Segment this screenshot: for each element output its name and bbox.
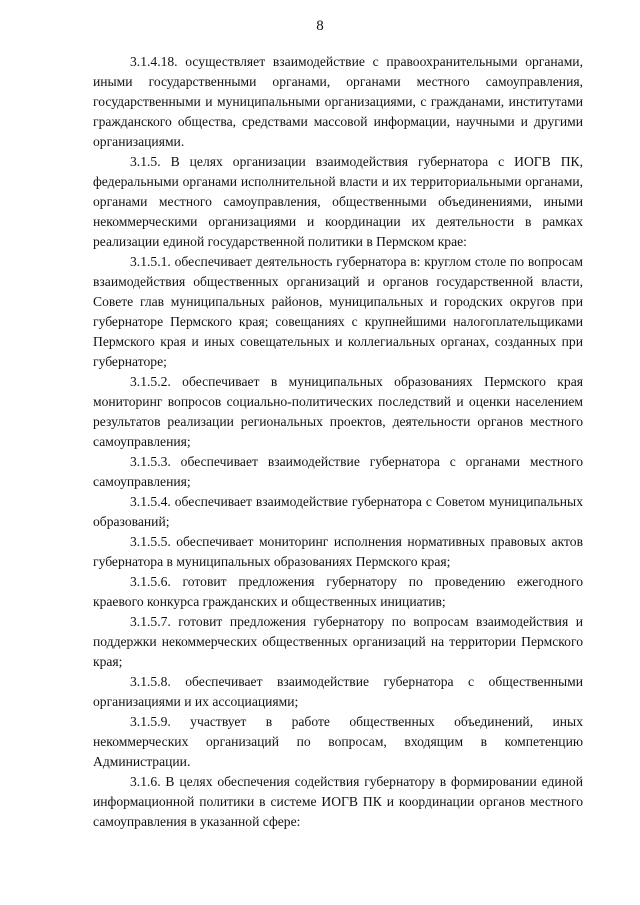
paragraph-3-1-5-8: 3.1.5.8. обеспечивает взаимодействие губернатора с общественными организациями и их ассоциациями; [93,674,583,709]
paragraph-3-1-5: 3.1.5. В целях организации взаимодействия губернатора с ИОГВ ПК, федеральными органами исполнительной власти и их территориальными органами, органами местного самоуправления, общественными объединениями, иными некоммерческими организациями и координации их деятельности в рамках реализации единой государственной политики в Пермском крае: [93,154,583,249]
paragraph-3-1-5-2: 3.1.5.2. обеспечивает в муниципальных образованиях Пермского края мониторинг вопросов социально-политических последствий и оценки населением результатов реализации региональных проектов, деятельности органов местного самоуправления; [93,374,583,449]
paragraph-3-1-6: 3.1.6. В целях обеспечения содействия губернатору в формировании единой информационной политики в системе ИОГВ ПК и координации органов местного самоуправления в указанной сфере: [93,774,583,829]
paragraph-3-1-5-3: 3.1.5.3. обеспечивает взаимодействие губернатора с органами местного самоуправления; [93,454,583,489]
paragraph-3-1-4-18: 3.1.4.18. осуществляет взаимодействие с правоохранительными органами, иными государственными органами, органами местного самоуправления, государственными и муниципальными организациями, с гражданами, институтами гражданского общества, средствами массовой информации, научными и другими организациями. [93,54,583,149]
paragraph-3-1-5-5: 3.1.5.5. обеспечивает мониторинг исполнения нормативных правовых актов губернатора в муниципальных образованиях Пермского края; [93,534,583,569]
paragraph-3-1-5-6: 3.1.5.6. готовит предложения губернатору по проведению ежегодного краевого конкурса гражданских и общественных инициатив; [93,574,583,609]
paragraph-3-1-5-4: 3.1.5.4. обеспечивает взаимодействие губернатора с Советом муниципальных образований; [93,494,583,529]
paragraph-3-1-5-1: 3.1.5.1. обеспечивает деятельность губернатора в: круглом столе по вопросам взаимодействия общественных организаций и органов государственной власти, Совете глав муниципальных районов, муниципальных и городских округов при губернаторе Пермского края; совещаниях с крупнейшими налогоплательщиками Пермского края и иных совещательных и коллегиальных органах, созданных при губернаторе; [93,254,583,369]
document-body [93,52,583,832]
paragraph-3-1-5-7: 3.1.5.7. готовит предложения губернатору по вопросам взаимодействия и поддержки некоммерческих общественных организаций на территории Пермского края; [93,614,583,669]
paragraph-3-1-5-9: 3.1.5.9. участвует в работе общественных объединений, иных некоммерческих организаций по вопросам, входящим в компетенцию Администрации. [93,714,583,769]
page-number: 8 [316,18,324,34]
